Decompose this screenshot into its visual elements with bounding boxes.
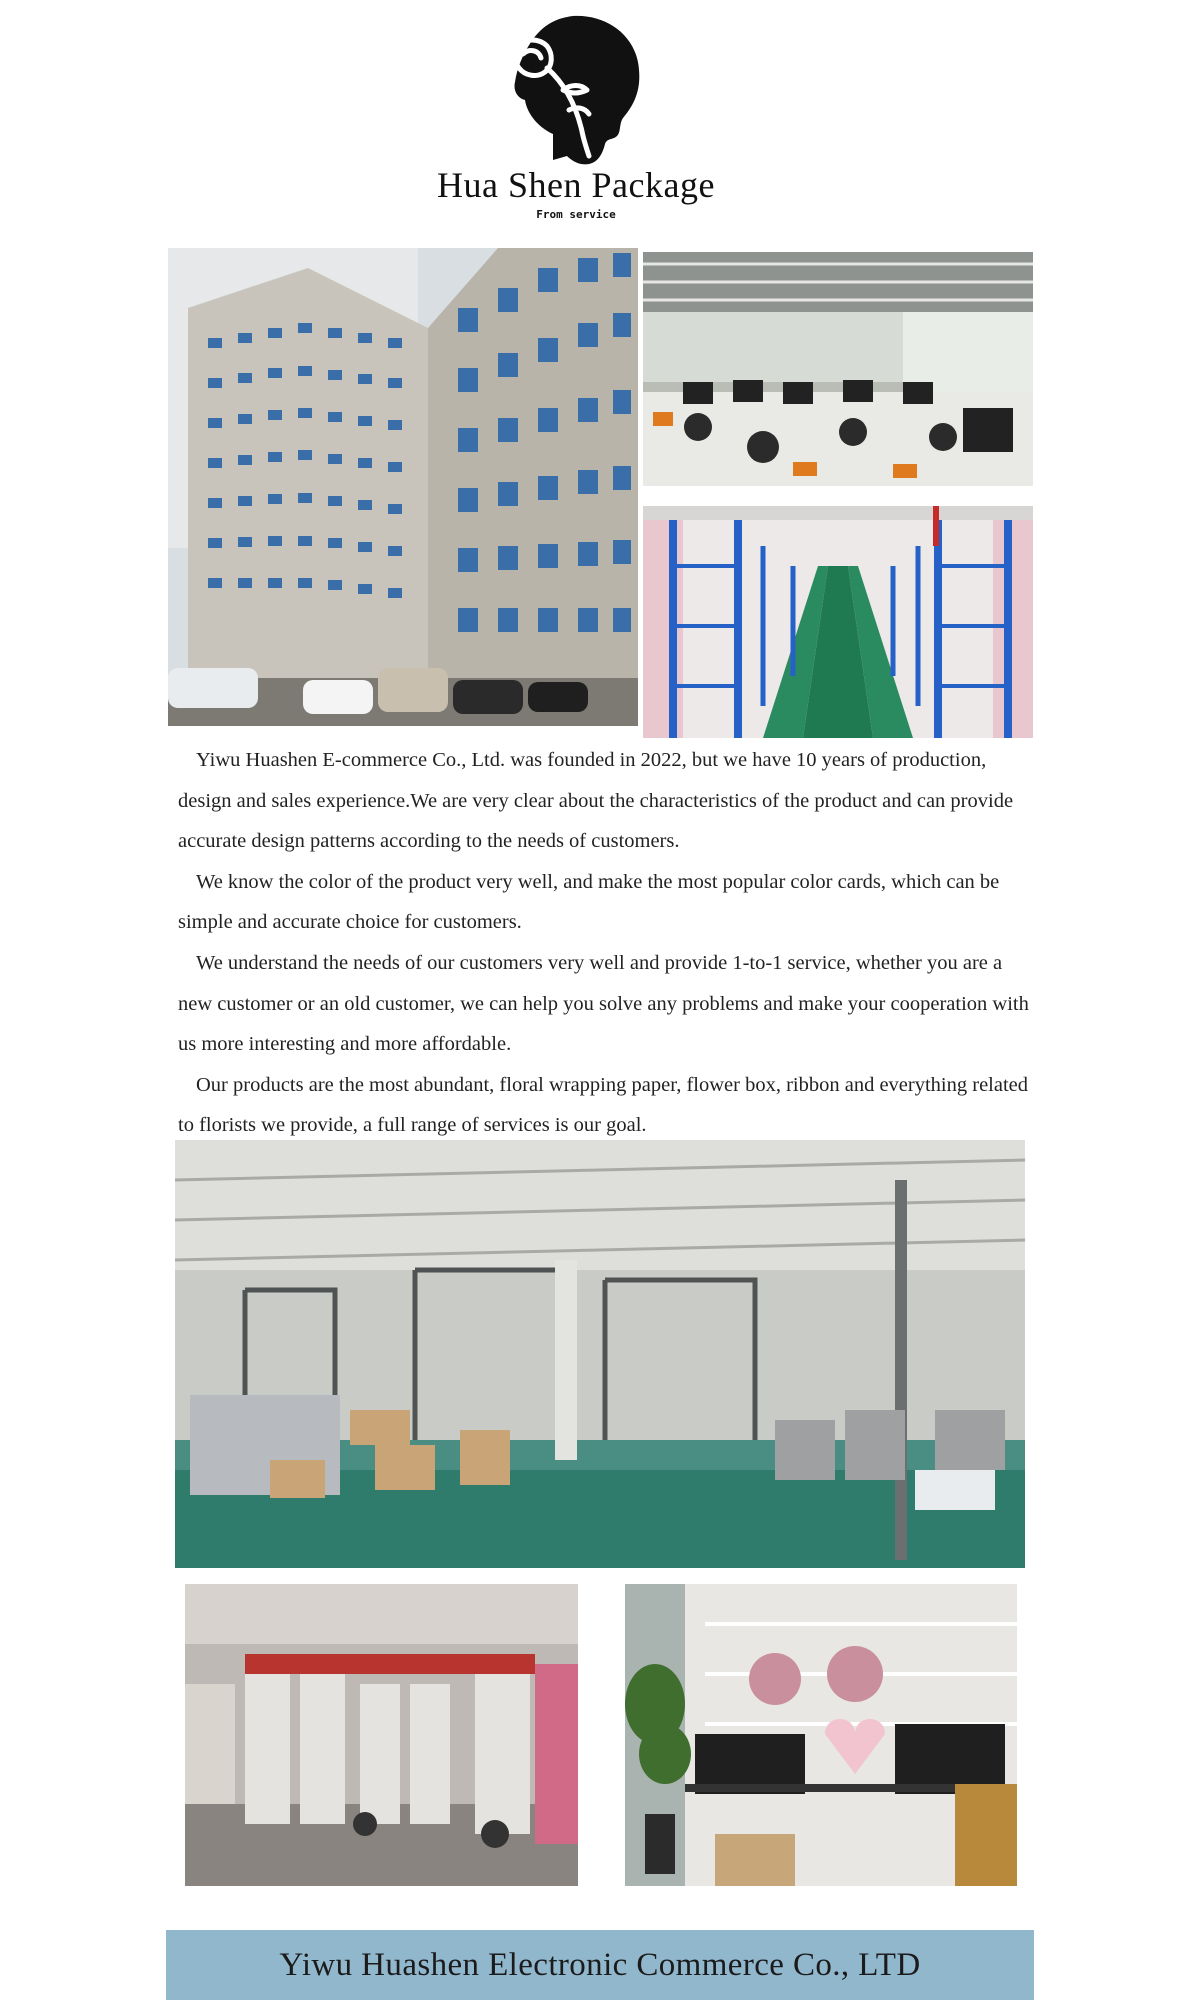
intro-paragraph: We understand the needs of our customers very well and provide 1-to-1 service, whether you are a new customer or an old customer, we can help you solve any problems and make your cooperation with us more interesting and more affordable. xyxy=(178,951,1029,1056)
brand-tagline: From service xyxy=(536,208,616,221)
woman-rose-logo-icon xyxy=(495,10,645,168)
company-introduction xyxy=(178,740,1038,1146)
factory-floor-photo xyxy=(175,1140,1025,1568)
printing-machine-photo xyxy=(185,1584,578,1886)
intro-paragraph: We know the color of the product very well, and make the most popular color cards, which can be simple and accurate choice for customers. xyxy=(178,870,1000,934)
warehouse-photo xyxy=(643,506,1033,738)
building-photo xyxy=(168,248,638,726)
intro-paragraph: Our products are the most abundant, floral wrapping paper, flower box, ribbon and everything related to florists we provide, a full range of services is our goal. xyxy=(178,1073,1029,1137)
brand-name: Hua Shen Package xyxy=(437,165,715,205)
company-name-banner xyxy=(166,1930,1034,2000)
brand-logo xyxy=(495,10,645,168)
showroom-photo xyxy=(625,1584,1017,1886)
office-photo xyxy=(643,252,1033,486)
intro-paragraph: Yiwu Huashen E-commerce Co., Ltd. was founded in 2022, but we have 10 years of production, design and sales experience.We are very clear about the characteristics of the product and can provide accurate design patterns according to the needs of customers. xyxy=(178,749,1014,853)
footer-company-name: Yiwu Huashen Electronic Commerce Co., LTD xyxy=(279,1946,921,1983)
